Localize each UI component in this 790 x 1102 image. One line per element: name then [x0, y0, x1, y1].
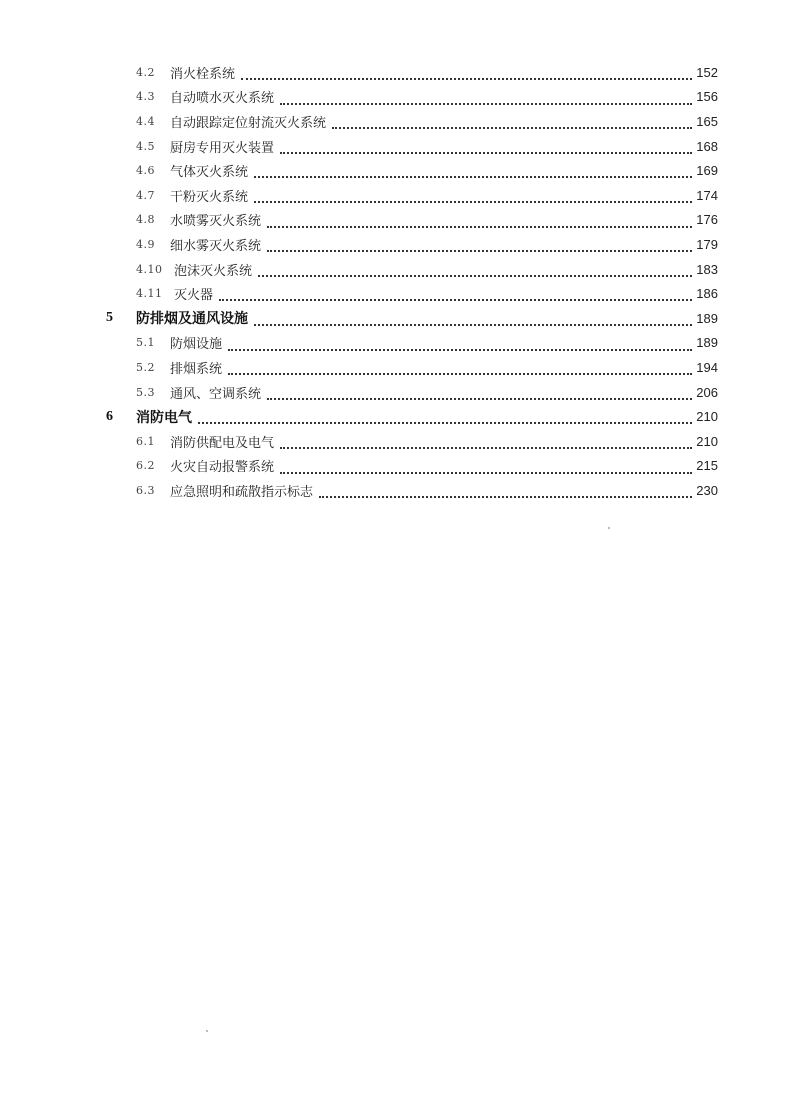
- toc-section-row: [0, 208, 790, 233]
- page-number: 194: [696, 359, 718, 375]
- section-title: 消防供配电及电气: [170, 432, 278, 451]
- section-title: 灭火器: [174, 284, 217, 303]
- toc-section-row: [0, 478, 790, 503]
- section-title: 自动喷水灭火系统: [170, 87, 278, 106]
- dot-leader: [267, 214, 692, 228]
- page-number: 206: [696, 384, 718, 400]
- section-title: 排烟系统: [170, 358, 226, 377]
- page-number: 176: [696, 212, 718, 228]
- chapter-title: 防排烟及通风设施: [136, 308, 252, 328]
- dot-leader: [219, 287, 692, 301]
- section-title: 防烟设施: [170, 333, 226, 352]
- section-number: 5.3: [136, 385, 155, 399]
- dot-leader: [267, 386, 692, 400]
- table-of-contents: [0, 60, 790, 503]
- dot-leader: [258, 263, 692, 277]
- chapter-number: 5: [106, 310, 113, 326]
- page-number: 174: [696, 187, 718, 203]
- page-number: 168: [696, 138, 718, 154]
- dot-leader: [254, 312, 692, 326]
- dot-leader: [280, 91, 692, 105]
- section-number: 4.3: [136, 90, 155, 104]
- page-number: 165: [696, 113, 718, 129]
- page-number: 189: [696, 310, 718, 326]
- dot-leader: [228, 361, 692, 375]
- toc-section-row: [0, 281, 790, 306]
- toc-section-row: [0, 331, 790, 356]
- toc-section-row: [0, 454, 790, 479]
- section-number: 5.2: [136, 360, 155, 374]
- dot-leader: [280, 140, 692, 154]
- toc-section-row: [0, 183, 790, 208]
- toc-section-row: [0, 158, 790, 183]
- dot-leader: [254, 189, 692, 203]
- section-number: 4.7: [136, 188, 155, 202]
- section-number: 4.6: [136, 164, 155, 178]
- toc-section-row: [0, 257, 790, 282]
- section-number: 4.5: [136, 139, 155, 153]
- toc-chapter-row: [0, 404, 790, 429]
- toc-section-row: [0, 232, 790, 257]
- dot-leader: [228, 337, 692, 351]
- dot-leader: [280, 460, 692, 474]
- toc-section-row: [0, 355, 790, 380]
- section-number: 6.3: [136, 483, 155, 497]
- section-number: 4.9: [136, 237, 155, 251]
- scan-speck: [608, 527, 610, 529]
- page-number: 189: [696, 335, 718, 351]
- section-number: 4.11: [136, 287, 163, 301]
- toc-section-row: [0, 85, 790, 110]
- section-number: 4.8: [136, 213, 155, 227]
- page-number: 210: [696, 409, 718, 425]
- section-number: 6.1: [136, 434, 155, 448]
- section-title: 干粉灭火系统: [170, 186, 252, 205]
- section-title: 通风、空调系统: [170, 383, 265, 402]
- toc-section-row: [0, 134, 790, 159]
- chapter-number: 6: [106, 408, 113, 424]
- dot-leader: [267, 238, 692, 252]
- section-title: 泡沫灭火系统: [174, 260, 256, 279]
- page-number: 230: [696, 482, 718, 498]
- toc-section-row: [0, 380, 790, 405]
- page-number: 186: [696, 286, 718, 302]
- chapter-title: 消防电气: [136, 407, 196, 427]
- dot-leader: [198, 410, 692, 424]
- section-number: 5.1: [136, 336, 155, 350]
- section-title: 应急照明和疏散指示标志: [170, 481, 317, 500]
- section-title: 厨房专用灭火装置: [170, 137, 278, 156]
- toc-section-row: [0, 429, 790, 454]
- page-number: 183: [696, 261, 718, 277]
- dot-leader: [241, 66, 692, 80]
- section-number: 6.2: [136, 459, 155, 473]
- section-number: 4.10: [136, 262, 163, 276]
- toc-section-row: [0, 109, 790, 134]
- toc-chapter-row: [0, 306, 790, 331]
- page-number: 169: [696, 163, 718, 179]
- page-number: 152: [696, 64, 718, 80]
- page-number: 210: [696, 433, 718, 449]
- dot-leader: [332, 115, 692, 129]
- section-number: 4.4: [136, 114, 155, 128]
- page-number: 179: [696, 236, 718, 252]
- section-title: 细水雾灭火系统: [170, 235, 265, 254]
- dot-leader: [254, 164, 692, 178]
- scan-speck: [206, 1030, 208, 1032]
- section-title: 自动跟踪定位射流灭火系统: [170, 112, 330, 131]
- section-title: 气体灭火系统: [170, 161, 252, 180]
- dot-leader: [280, 435, 692, 449]
- section-number: 4.2: [136, 65, 155, 79]
- section-title: 水喷雾灭火系统: [170, 210, 265, 229]
- page-number: 156: [696, 89, 718, 105]
- dot-leader: [319, 484, 692, 498]
- section-title: 消火栓系统: [170, 63, 239, 82]
- toc-section-row: [0, 60, 790, 85]
- section-title: 火灾自动报警系统: [170, 456, 278, 475]
- page-number: 215: [696, 458, 718, 474]
